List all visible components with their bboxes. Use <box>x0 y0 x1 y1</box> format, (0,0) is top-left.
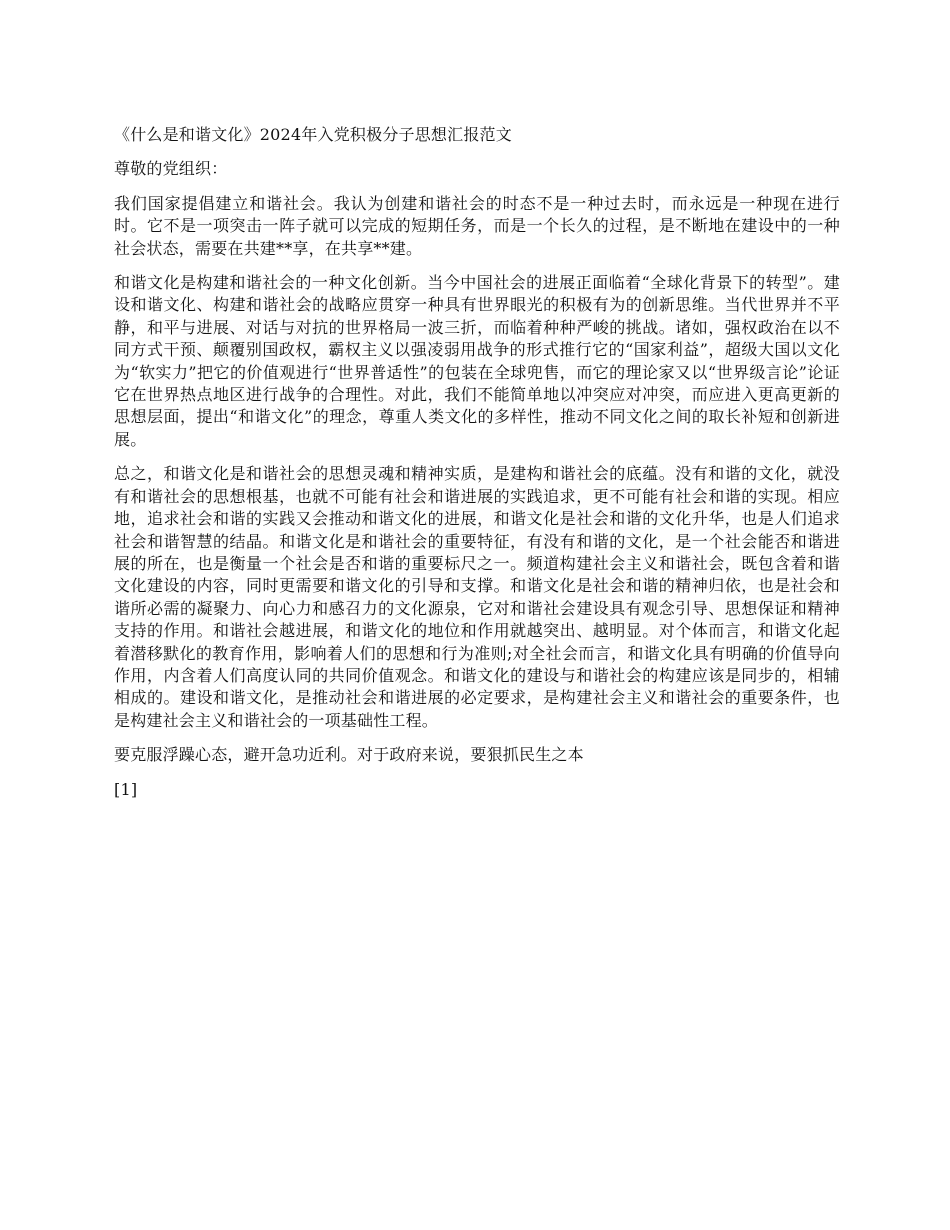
document-title: 《什么是和谐文化》2024年入党积极分子思想汇报范文 <box>114 125 512 144</box>
paragraph-3: 总之，和谐文化是和谐社会的思想灵魂和精神实质，是建构和谐社会的底蕴。没有和谐的文化，就没有和谐社会的思想根基，也就不可能有社会和谐进展的实践追求，更不可能有社会和谐的实现。相应地，追求社会和谐的实践又会推动和谐文化的进展，和谐文化是社会和谐的文化升华，也是人们追求社会和谐智慧的结晶。和谐文化是和谐社会的重要特征，有没有和谐的文化，是一个社会能否和谐进展的所在，也是衡量一个社会是否和谐的重要标尺之一。频道构建社会主义和谐社会，既包含着和谐文化建设的内容，同时更需要和谐文化的引导和支撑。和谐文化是社会和谐的精神归依，也是社会和谐所必需的凝聚力、向心力和感召力的文化源泉，它对和谐社会建设具有观念引导、思想保证和精神支持的作用。和谐社会越进展，和谐文化的地位和作用就越突出、越明显。对个体而言，和谐文化起着潜移默化的教育作用，影响着人们的思想和行为准则;对全社会而言，和谐文化具有明确的价值导向作用，内含着人们高度认同的共同价值观念。和谐文化的建设与和谐社会的构建应该是同步的，相辅相成的。建设和谐文化，是推动社会和谐进展的必定要求，是构建社会主义和谐社会的重要条件，也是构建社会主义和谐社会的一项基础性工程。 <box>114 464 840 730</box>
paragraph-4: 要克服浮躁心态，避开急功近利。对于政府来说，要狠抓民生之本 <box>114 745 584 765</box>
paragraph-1: 我们国家提倡建立和谐社会。我认为创建和谐社会的时态不是一种过去时，而永远是一种现在进行时。它不是一项突击一阵子就可以完成的短期任务，而是一个长久的过程，是不断地在建设中的一种社会状态，需要在共建**享，在共享**建。 <box>114 193 840 258</box>
paragraph-2: 和谐文化是构建和谐社会的一种文化创新。当今中国社会的进展正面临着“全球化背景下的转型”。建设和谐文化、构建和谐社会的战略应贯穿一种具有世界眼光的积极有为的创新思维。当代世界并不平静，和平与进展、对话与对抗的世界格局一波三折，而临着种种严峻的挑战。诸如，强权政治在以不同方式干预、颠覆别国政权，霸权主义以强凌弱用战争的形式推行它的“国家利益”，超级大国以文化为“软实力”把它的价值观进行“世界普适性”的包装在全球兜售，而它的理论家又以“世界级言论”论证它在世界热点地区进行战争的合理性。对此，我们不能简单地以冲突应对冲突，而应进入更高更新的思想层面，提出“和谐文化”的理念，尊重人类文化的多样性，推动不同文化之间的取长补短和创新进展。 <box>114 273 840 449</box>
salutation: 尊敬的党组织： <box>114 159 228 179</box>
footnote-marker: [1] <box>114 779 138 799</box>
document-page <box>114 124 840 801</box>
